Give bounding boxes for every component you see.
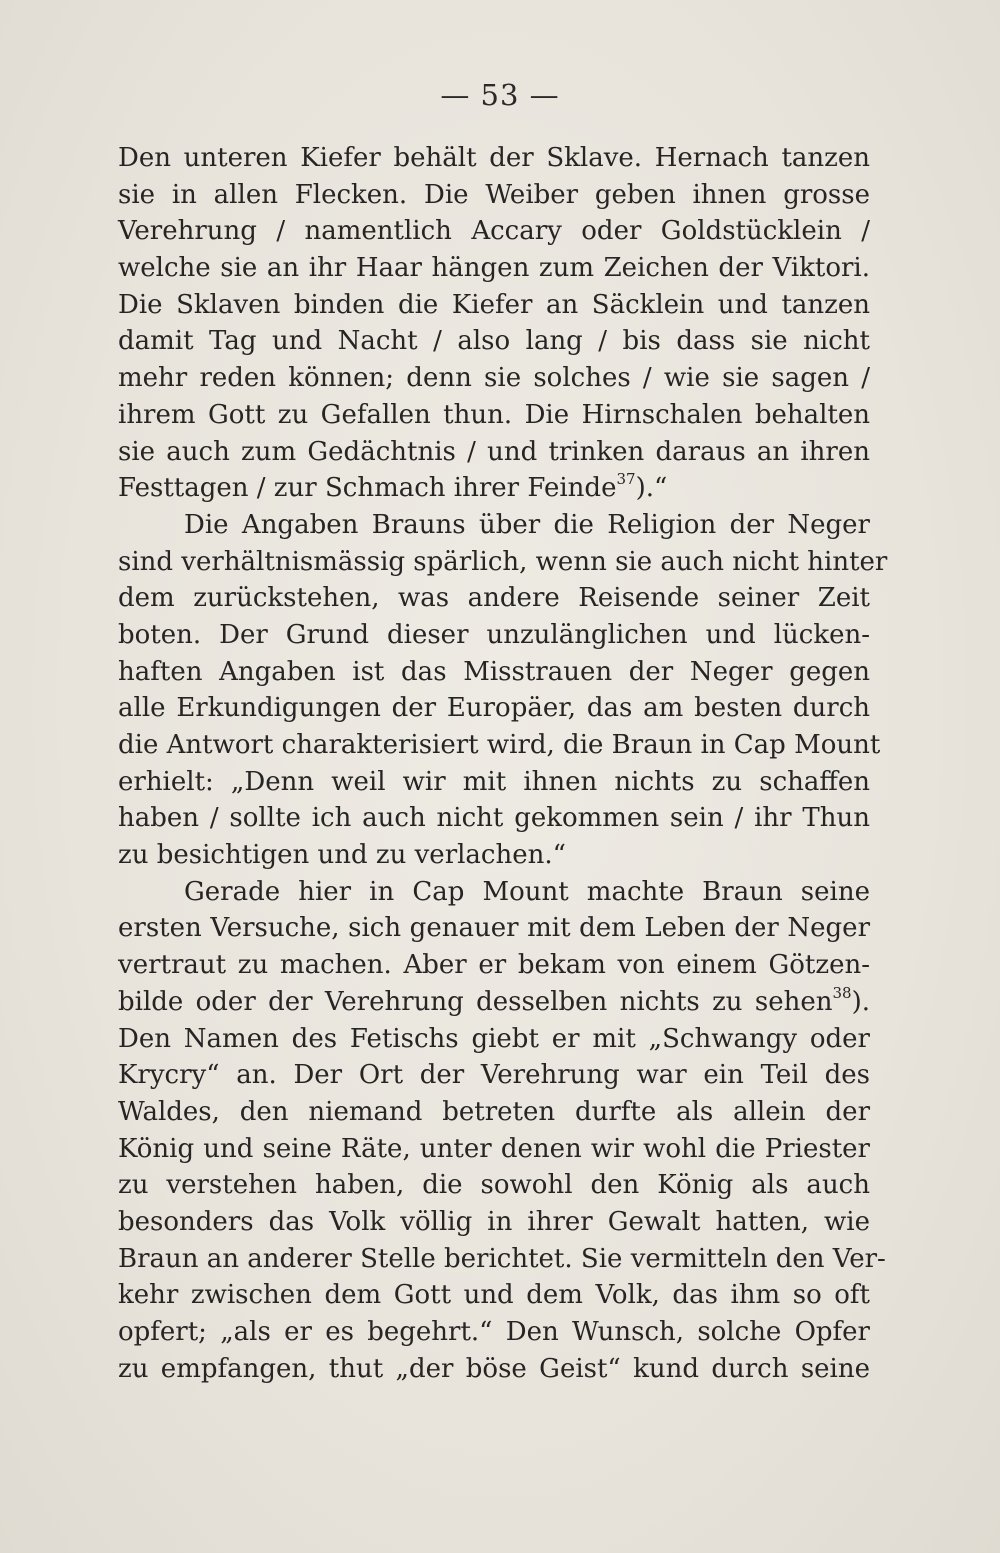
text-line	[118, 287, 870, 324]
text-line	[118, 690, 870, 727]
text-segment: zu besichtigen und zu verlachen.“	[118, 840, 566, 871]
text-segment: zu verstehen haben, die sowohl den König als auch	[118, 1170, 870, 1201]
footnote-marker: 38	[832, 983, 852, 1002]
page-number: — 53 —	[440, 78, 560, 112]
text-segment: opfert; „als er es begehrt.“ Den Wunsch, solche Opfer	[118, 1317, 870, 1347]
text-line	[118, 507, 870, 544]
text-segment: ).	[851, 986, 870, 1017]
text-segment: dem zurückstehen, was andere Reisende seiner Zeit	[118, 583, 870, 614]
text-segment: ihrem Gott zu Gefallen thun. Die Hirnschalen behalten	[118, 399, 870, 430]
text-segment: erhielt: „Denn weil wir mit ihnen nichts zu schaffen	[118, 766, 870, 797]
text-line	[118, 1021, 870, 1058]
text-segment: Gerade hier in Cap Mount machte Braun seine	[184, 876, 870, 907]
text-line	[118, 250, 870, 287]
text-line	[118, 764, 870, 801]
text-line	[118, 580, 870, 617]
text-line	[118, 1131, 870, 1168]
text-segment: bilde oder der Verehrung desselben nichts zu sehen	[118, 986, 833, 1017]
text-line	[118, 1241, 886, 1278]
text-line	[118, 800, 870, 837]
text-line	[118, 1094, 870, 1131]
text-segment: sind verhältnismässig spärlich, wenn sie auch nicht hinter	[118, 546, 888, 577]
text-segment: König und seine Räte, unter denen wir wohl die Priester	[118, 1133, 870, 1164]
text-segment: zu empfangen, thut „der böse Geist“ kund durch seine	[118, 1353, 870, 1384]
text-segment: Waldes, den niemand betreten durfte als allein der	[118, 1096, 870, 1127]
text-segment: ersten Versuche, sich genauer mit dem Leben der Neger	[118, 913, 870, 944]
text-line	[118, 910, 870, 947]
text-line	[118, 984, 870, 1021]
text-line	[118, 727, 881, 764]
text-segment: Die Sklaven binden die Kiefer an Säcklein und tanzen	[118, 289, 870, 320]
text-segment: sie in allen Flecken. Die Weiber geben ihnen grosse	[118, 179, 870, 210]
text-line	[118, 947, 870, 984]
text-segment: besonders das Volk völlig in ihrer Gewalt hatten, wie	[118, 1206, 870, 1237]
text-segment: Den Namen des Fetischs giebt er mit „Schwangy oder	[118, 1023, 870, 1054]
text-line	[118, 1351, 870, 1388]
text-segment: boten. Der Grund dieser unzulänglichen und lücken-	[118, 619, 870, 650]
text-segment: sie auch zum Gedächtnis / und trinken daraus an ihren	[118, 436, 870, 467]
text-segment: die Antwort charakterisiert wird, die Braun in Cap Mount	[118, 730, 881, 760]
text-line	[118, 544, 888, 581]
text-segment: Krycry“ an. Der Ort der Verehrung war ein Teil des	[118, 1060, 870, 1091]
text-line	[118, 1167, 870, 1204]
text-line	[118, 397, 870, 434]
text-segment: damit Tag und Nacht / also lang / bis dass sie nicht	[118, 326, 870, 357]
text-segment: Den unteren Kiefer behält der Sklave. Hernach tanzen	[118, 143, 870, 173]
text-segment: Festtagen / zur Schmach ihrer Feinde	[118, 473, 617, 504]
text-line	[118, 177, 870, 214]
text-segment: vertraut zu machen. Aber er bekam von einem Götzen-	[118, 950, 870, 981]
text-line	[118, 837, 870, 874]
text-line	[118, 654, 870, 691]
body-text	[118, 140, 888, 1387]
text-line	[118, 323, 870, 360]
text-segment: kehr zwischen dem Gott und dem Volk, das ihm so oft	[118, 1280, 870, 1311]
text-line	[118, 360, 870, 397]
text-segment: Verehrung / namentlich Accary oder Goldstücklein /	[118, 216, 870, 247]
text-line	[118, 470, 870, 507]
text-line	[118, 140, 870, 177]
text-line	[118, 1204, 870, 1241]
text-line	[118, 617, 870, 654]
text-line	[118, 213, 870, 250]
text-line	[118, 1314, 870, 1351]
text-segment: ).“	[635, 473, 668, 504]
text-segment: alle Erkundigungen der Europäer, das am besten durch	[118, 693, 870, 724]
text-line	[118, 874, 870, 911]
footnote-marker: 37	[616, 470, 636, 489]
text-segment: Braun an anderer Stelle berichtet. Sie vermitteln den Ver-	[118, 1243, 886, 1274]
text-segment: mehr reden können; denn sie solches / wie sie sagen /	[118, 363, 870, 394]
text-segment: Die Angaben Brauns über die Religion der Neger	[184, 509, 870, 540]
text-line	[118, 1277, 870, 1314]
text-segment: haften Angaben ist das Misstrauen der Neger gegen	[118, 656, 870, 687]
text-segment: welche sie an ihr Haar hängen zum Zeichen der Viktori.	[118, 253, 870, 284]
text-line	[118, 434, 870, 471]
text-line	[118, 1057, 870, 1094]
text-segment: haben / sollte ich auch nicht gekommen sein / ihr Thun	[118, 803, 870, 834]
